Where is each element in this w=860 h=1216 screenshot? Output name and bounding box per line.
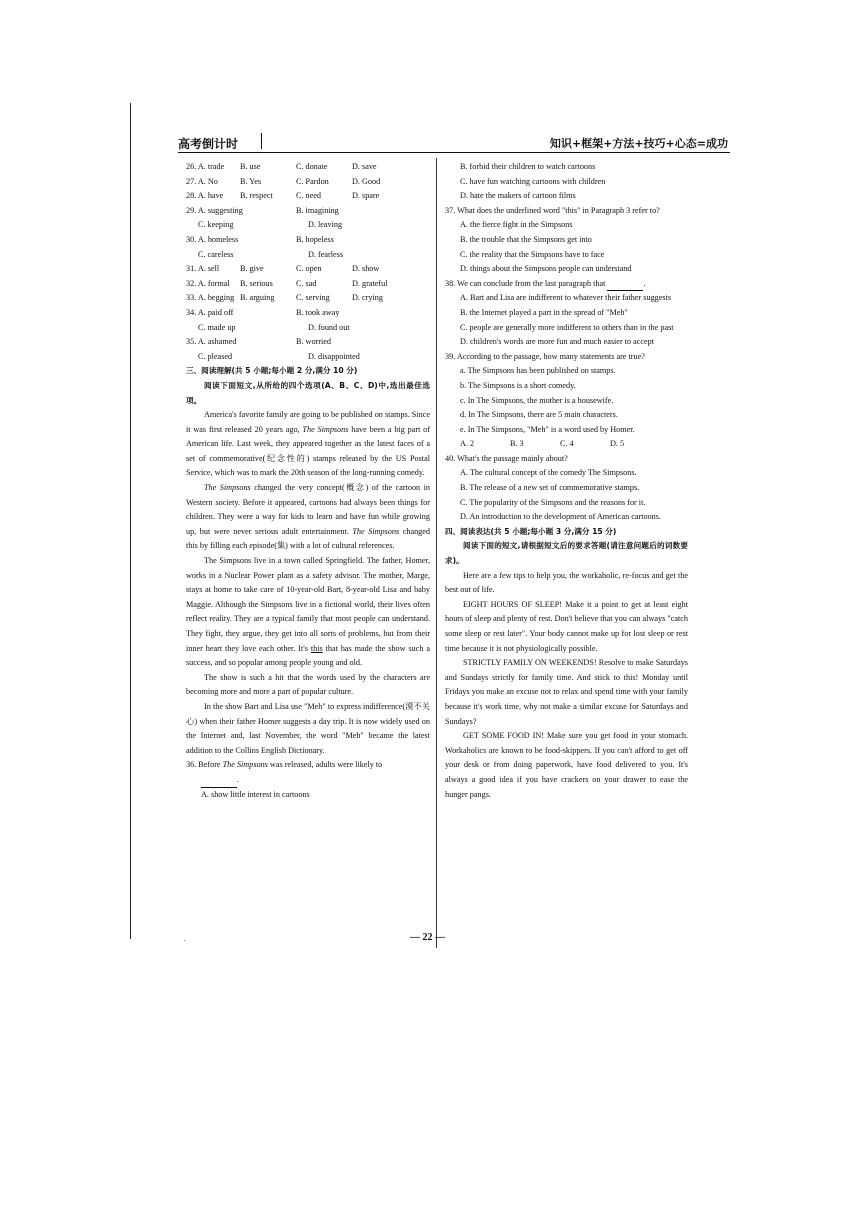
question-40-option-d[interactable]: D. An introduction to the development of American cartoons. bbox=[460, 512, 662, 522]
question-37-option-c[interactable]: C. the reality that the Simpsons have to face bbox=[460, 249, 605, 259]
page-number: — 22 — bbox=[410, 932, 445, 943]
cloze-option[interactable]: C. donate bbox=[296, 162, 328, 171]
question-37-option-a[interactable]: A. the fierce fight in the Simpsons bbox=[460, 220, 573, 230]
cloze-option[interactable]: B. respect bbox=[240, 191, 273, 201]
question-36-option-c[interactable]: C. have fun watching cartoons with children bbox=[460, 176, 606, 186]
cloze-option[interactable]: B. serious bbox=[240, 278, 273, 288]
question-38-option-b[interactable]: B. the Internet played a part in the spread of "Meh" bbox=[460, 307, 628, 317]
question-36-stem: 36. Before The Simpsons was released, adults were likely to bbox=[186, 760, 383, 770]
cloze-option-row bbox=[186, 335, 430, 350]
question-38-stem: 38. We can conclude from the last paragraph that . bbox=[445, 277, 688, 292]
cloze-option[interactable]: D. grateful bbox=[352, 278, 388, 288]
question-40-option-b[interactable]: B. The release of a new set of commemorative stamps. bbox=[460, 483, 640, 493]
cloze-option[interactable]: 30. A. homeless bbox=[186, 234, 239, 244]
question-36-option-b[interactable]: B. forbid their children to watch cartoons bbox=[460, 162, 596, 171]
cloze-option-row bbox=[186, 291, 430, 306]
question-39-option-c[interactable]: C. 4 bbox=[560, 439, 574, 449]
passage2-paragraph-1: Here are a few tips to help you, the workaholic, re-focus and get the best out of life. bbox=[445, 570, 688, 595]
section3-title: 三、阅读理解(共 5 小题;每小题 2 分,满分 10 分) bbox=[186, 366, 358, 376]
cloze-option[interactable]: 35. A. ashamed bbox=[186, 337, 237, 347]
question-39-option-d[interactable]: D. 5 bbox=[610, 439, 625, 449]
cloze-option[interactable]: D. disappointed bbox=[308, 351, 360, 361]
question-39-option-b[interactable]: B. 3 bbox=[510, 439, 524, 449]
question-38-option-a[interactable]: A. Bart and Lisa are indifferent to whatever their father suggests bbox=[460, 293, 672, 303]
question-39-statement-b: b. The Simpsons is a short comedy. bbox=[460, 380, 576, 390]
cloze-option[interactable]: B. use bbox=[240, 162, 261, 171]
cloze-option[interactable]: D. show bbox=[352, 264, 380, 274]
cloze-option[interactable]: B. took away bbox=[296, 307, 340, 317]
question-40-option-c[interactable]: C. The popularity of the Simpsons and the reasons for it. bbox=[460, 497, 646, 507]
question-39-stem: 39. According to the passage, how many statements are true? bbox=[445, 351, 645, 361]
cloze-option[interactable]: D. found out bbox=[308, 322, 350, 332]
section3-instruction: 阅读下面短文,从所给的四个选项(A、B、C、D)中,选出最佳选项。 bbox=[186, 380, 430, 405]
cloze-option[interactable]: C. need bbox=[296, 191, 322, 201]
passage2-paragraph-4: GET SOME FOOD IN! Make sure you get food in your stomach. Workaholics are known to be food-skippers. If you can't afford to get off your desk or from doing paperwork, have food delivered to you. It's always a good idea if you have crackers on your drawer to ease the hunger pangs. bbox=[445, 731, 688, 799]
question-36-option-a[interactable]: A. show little interest in cartoons bbox=[201, 789, 310, 799]
cloze-option[interactable]: 33. A. begging bbox=[186, 293, 235, 303]
cloze-option[interactable]: C. keeping bbox=[198, 220, 234, 230]
cloze-option[interactable]: B. Yes bbox=[240, 176, 262, 186]
column-divider bbox=[436, 158, 437, 948]
cloze-option[interactable]: 32. A. formal bbox=[186, 278, 230, 288]
cloze-option-row bbox=[186, 350, 430, 365]
question-38-blank[interactable] bbox=[607, 281, 643, 291]
cloze-option[interactable]: B. imagining bbox=[296, 205, 339, 215]
cloze-option[interactable]: C. serving bbox=[296, 293, 330, 303]
cloze-option[interactable]: C. careless bbox=[198, 249, 234, 259]
cloze-option[interactable]: 27. A. No bbox=[186, 176, 218, 186]
question-37-stem: 37. What does the underlined word "this" in Paragraph 3 refer to? bbox=[445, 205, 660, 215]
cloze-option[interactable]: C. Pardon bbox=[296, 176, 329, 186]
cloze-option-row bbox=[186, 204, 430, 219]
cloze-option[interactable]: B. give bbox=[240, 264, 264, 274]
cloze-option-row bbox=[186, 175, 430, 190]
cloze-option-row bbox=[186, 218, 430, 233]
cloze-option[interactable]: D. leaving bbox=[308, 220, 343, 230]
section4-title: 四、阅读表达(共 5 小题;每小题 3 分,满分 15 分) bbox=[445, 526, 617, 536]
cloze-option-row bbox=[186, 262, 430, 277]
header-separator bbox=[261, 133, 262, 149]
question-39-option-a[interactable]: A. 2 bbox=[460, 439, 475, 449]
cloze-option[interactable]: 29. A. suggesting bbox=[186, 205, 243, 215]
cloze-option[interactable]: 26. A. trade bbox=[186, 162, 225, 171]
right-column bbox=[445, 160, 688, 802]
left-column bbox=[186, 160, 430, 802]
question-38-option-d[interactable]: D. children's words are more fun and much easier to accept bbox=[460, 337, 655, 347]
question-37-option-d[interactable]: D. things about the Simpsons people can understand bbox=[460, 264, 632, 274]
cloze-option[interactable]: D. Good bbox=[352, 176, 381, 186]
passage-paragraph-2: The Simpsons changed the very concept(概念) of the cartoon in Western society. Before it appeared, cartoons had always been things for children. They were a way for kids to learn and have fun while growing up, but were never serious adult entertainment. The Simpsons changed this by filling each episode(集) with a lot of cultural references. bbox=[186, 483, 431, 551]
question-40-option-a[interactable]: A. The cultural concept of the comedy The Simpsons. bbox=[460, 468, 637, 478]
passage-paragraph-5: In the show Bart and Lisa use "Meh" to express indifference(漠不关心) when their father Homer suggests a day trip. It is now widely used on the Internet and, last November, the word "Meh" became the latest addition to the Collins English Dictionary. bbox=[186, 701, 430, 755]
cloze-option[interactable]: 34. A. paid off bbox=[186, 307, 234, 317]
exam-page bbox=[130, 100, 730, 950]
cloze-option[interactable]: D. fearless bbox=[308, 249, 344, 259]
passage2-paragraph-3: STRICTLY FAMILY ON WEEKENDS! Resolve to make Saturdays and Sundays strictly for family time. And stick to this! Monday until Fridays you make an excuse not to relax and spend time with your family because it's work time, why not make a similar excuse for Saturdays and Sundays? bbox=[445, 658, 688, 726]
header-rule bbox=[178, 152, 730, 153]
cloze-option-row bbox=[186, 277, 430, 292]
question-38-option-c[interactable]: C. people are generally more indifferent to others than in the past bbox=[460, 322, 674, 332]
question-39-statement-e: e. In The Simpsons, "Meh" is a word used by Homer. bbox=[460, 424, 635, 434]
question-39-statement-a: a. The Simpsons has been published on stamps. bbox=[460, 366, 616, 376]
question-39-statement-c: c. In The Simpsons, the mother is a housewife. bbox=[460, 395, 614, 405]
question-40-stem: 40. What's the passage mainly about? bbox=[445, 453, 568, 463]
question-36-blank[interactable]: . bbox=[186, 773, 430, 788]
cloze-option[interactable]: C. made up bbox=[198, 322, 236, 332]
cloze-option-row bbox=[186, 189, 430, 204]
header-left-title: 高考倒计时 bbox=[178, 137, 239, 151]
cloze-option[interactable]: C. sad bbox=[296, 278, 317, 288]
cloze-option-row bbox=[186, 160, 430, 175]
passage2-paragraph-2: EIGHT HOURS OF SLEEP! Make it a point to get at least eight hours of sleep and plenty of rest. Don't believe that you can always "catch some sleep or rest later". Your body cannot make up for lost sleep or rest time because it is not physiologically possible. bbox=[445, 599, 688, 653]
question-39-statement-d: d. In The Simpsons, there are 5 main characters. bbox=[460, 410, 618, 420]
cloze-options bbox=[186, 160, 430, 364]
cloze-option[interactable]: B. hopeless bbox=[296, 234, 334, 244]
section4-instruction: 阅读下面的短文,请根据短文后的要求答题(请注意问题后的词数要求)。 bbox=[445, 541, 688, 566]
passage-paragraph-3: The Simpsons live in a town called Springfield. The father, Homer, works in a Nuclear Power plant as a safety advisor. The mother, Marge, stays at home to take care of 10-year-old Bart, 8-year-old Lisa and baby Maggie. Although the Simpsons live in a fictional world, their lives often reflect reality. They are a typical family that most people can understand. They fight, they argue, they get into all sorts of problems, but from their inner heart they love each other. It's this that has made the show such a success, and so popular among people young and old. bbox=[186, 556, 430, 668]
cloze-option-row bbox=[186, 306, 430, 321]
cloze-option[interactable]: 31. A. sell bbox=[186, 264, 220, 274]
question-36-option-d[interactable]: D. hate the makers of cartoon films bbox=[460, 191, 576, 201]
scan-speck bbox=[184, 940, 185, 941]
cloze-option[interactable]: C. open bbox=[296, 264, 322, 274]
cloze-option-row bbox=[186, 233, 430, 248]
cloze-option[interactable]: C. pleased bbox=[198, 351, 233, 361]
passage-paragraph-1: America's favorite family are going to be published on stamps. Since it was first released 20 years ago, The Simpsons have been a big part of American life. Last week, they appeared together as the latest faces of a set of commemorative(纪念性的) stamps released by the US Postal Service, which was to mark the 20th season of the long-running comedy. bbox=[186, 410, 430, 478]
cloze-option-row bbox=[186, 248, 430, 263]
cloze-option[interactable]: B. arguing bbox=[240, 293, 275, 303]
cloze-option[interactable]: D. save bbox=[352, 162, 377, 171]
question-37-option-b[interactable]: B. the trouble that the Simpsons get into bbox=[460, 234, 592, 244]
cloze-option[interactable]: D. crying bbox=[352, 293, 383, 303]
question-39-options bbox=[445, 437, 688, 452]
passage-paragraph-4: The show is such a hit that the words used by the characters are becoming more and more a part of popular culture. bbox=[186, 672, 430, 697]
cloze-option[interactable]: B. worried bbox=[296, 337, 332, 347]
cloze-option[interactable]: 28. A. have bbox=[186, 191, 224, 201]
header-right-slogan: 知识+框架+方法+技巧+心态=成功 bbox=[549, 137, 728, 150]
cloze-option[interactable]: D. spare bbox=[352, 191, 380, 201]
cloze-option-row bbox=[186, 321, 430, 336]
